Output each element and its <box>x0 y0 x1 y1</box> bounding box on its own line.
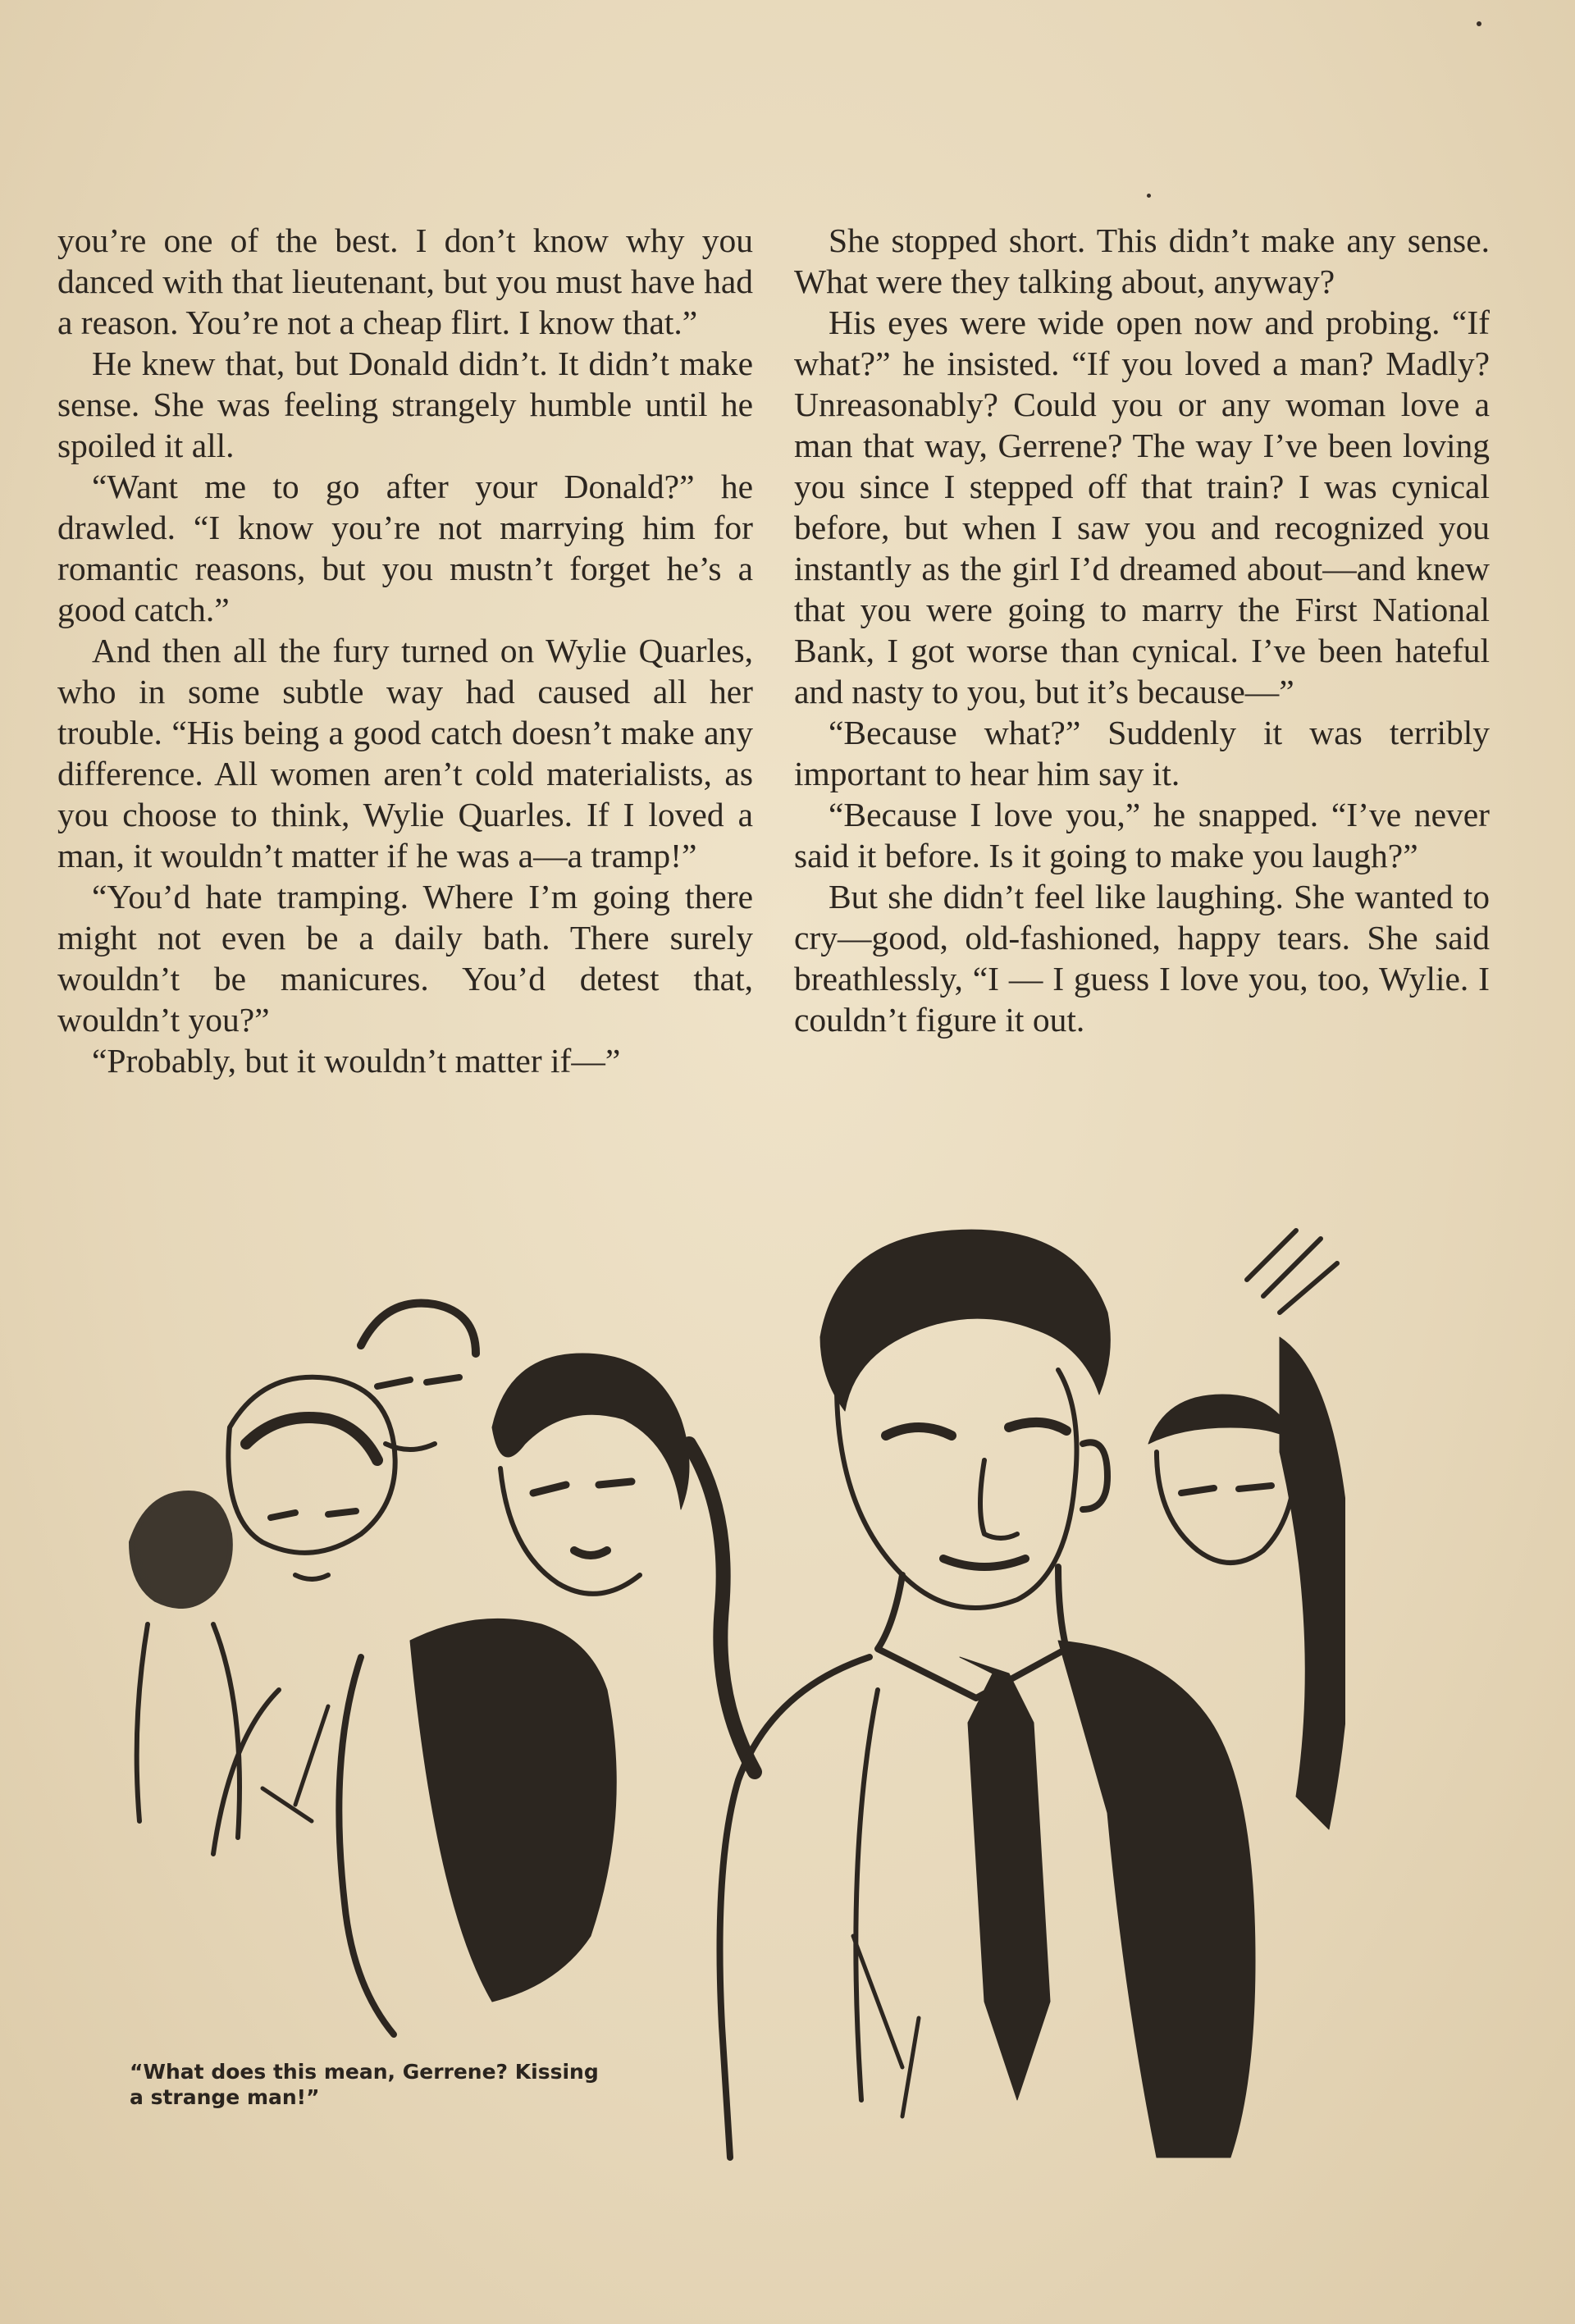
paragraph: you’re one of the best. I don’t know why you danced with that lieutenant, but you must have had a reason. You’re not a cheap flirt. I know that.” <box>57 221 753 341</box>
paper-speck <box>1147 194 1151 198</box>
paragraph: “You’d hate tramping. Where I’m going there might not even be a daily bath. There surely wouldn’t be manicures. You’d detest that, wouldn’t you?” <box>57 878 753 1039</box>
paragraph: She stopped short. This didn’t make any sense. What were they talking about, anyway? <box>794 221 1490 300</box>
paragraph: And then all the fury turned on Wylie Quarles, who in some subtle way had caused all her trouble. “His being a good catch doesn’t make any difference. All women aren’t cold materialists, as you choose to think, Wylie Quarles. If I loved a man, it wouldn’t matter if he was a—a tramp!” <box>57 632 753 874</box>
paragraph: He knew that, but Donald didn’t. It didn’t make sense. She was feeling strangely humble until he spoiled it all. <box>57 345 753 464</box>
caption-line: “What does this mean, Gerrene? Kissing <box>130 2060 599 2084</box>
paragraph: His eyes were wide open now and probing. “If what?” he insisted. “If you loved a man? Madly? Unreasonably? Could you or any woman love a man that way, Gerrene? The way I’ve been loving you since I stepped off that train? I was cynical before, but when I saw you and recognized you instantly as the girl I’d dreamed about—and knew that you were going to marry the First National Bank, I got worse than cynical. I’ve been hateful and nasty to you, but it’s because—” <box>794 304 1490 710</box>
illustration-caption <box>130 2059 622 2110</box>
paper-speck <box>1477 21 1481 26</box>
paragraph: “Want me to go after your Donald?” he drawled. “I know you’re not marrying him for romantic reasons, but you mustn’t forget he’s a good catch.” <box>57 468 753 628</box>
paragraph: “Probably, but it wouldn’t matter if—” <box>92 1042 621 1080</box>
paragraph: “Because I love you,” he snapped. “I’ve never said it before. Is it going to make you laugh?” <box>794 796 1490 874</box>
man-figure <box>720 1230 1256 2157</box>
text-column-right <box>794 220 1490 1040</box>
paragraph: “Because what?” Suddenly it was terribly important to hear him say it. <box>794 714 1490 792</box>
caption-line: a strange man!” <box>130 2085 320 2109</box>
paragraph: But she didn’t feel like laughing. She wanted to cry—good, old-fashioned, happy tears. She said breathlessly, “I — I guess I love you, too, Wylie. I couldn’t figure it out. <box>794 878 1490 1039</box>
crowd-illustration <box>115 1198 1345 2166</box>
text-column-left <box>57 220 753 1081</box>
woman-figure <box>213 1354 755 2034</box>
